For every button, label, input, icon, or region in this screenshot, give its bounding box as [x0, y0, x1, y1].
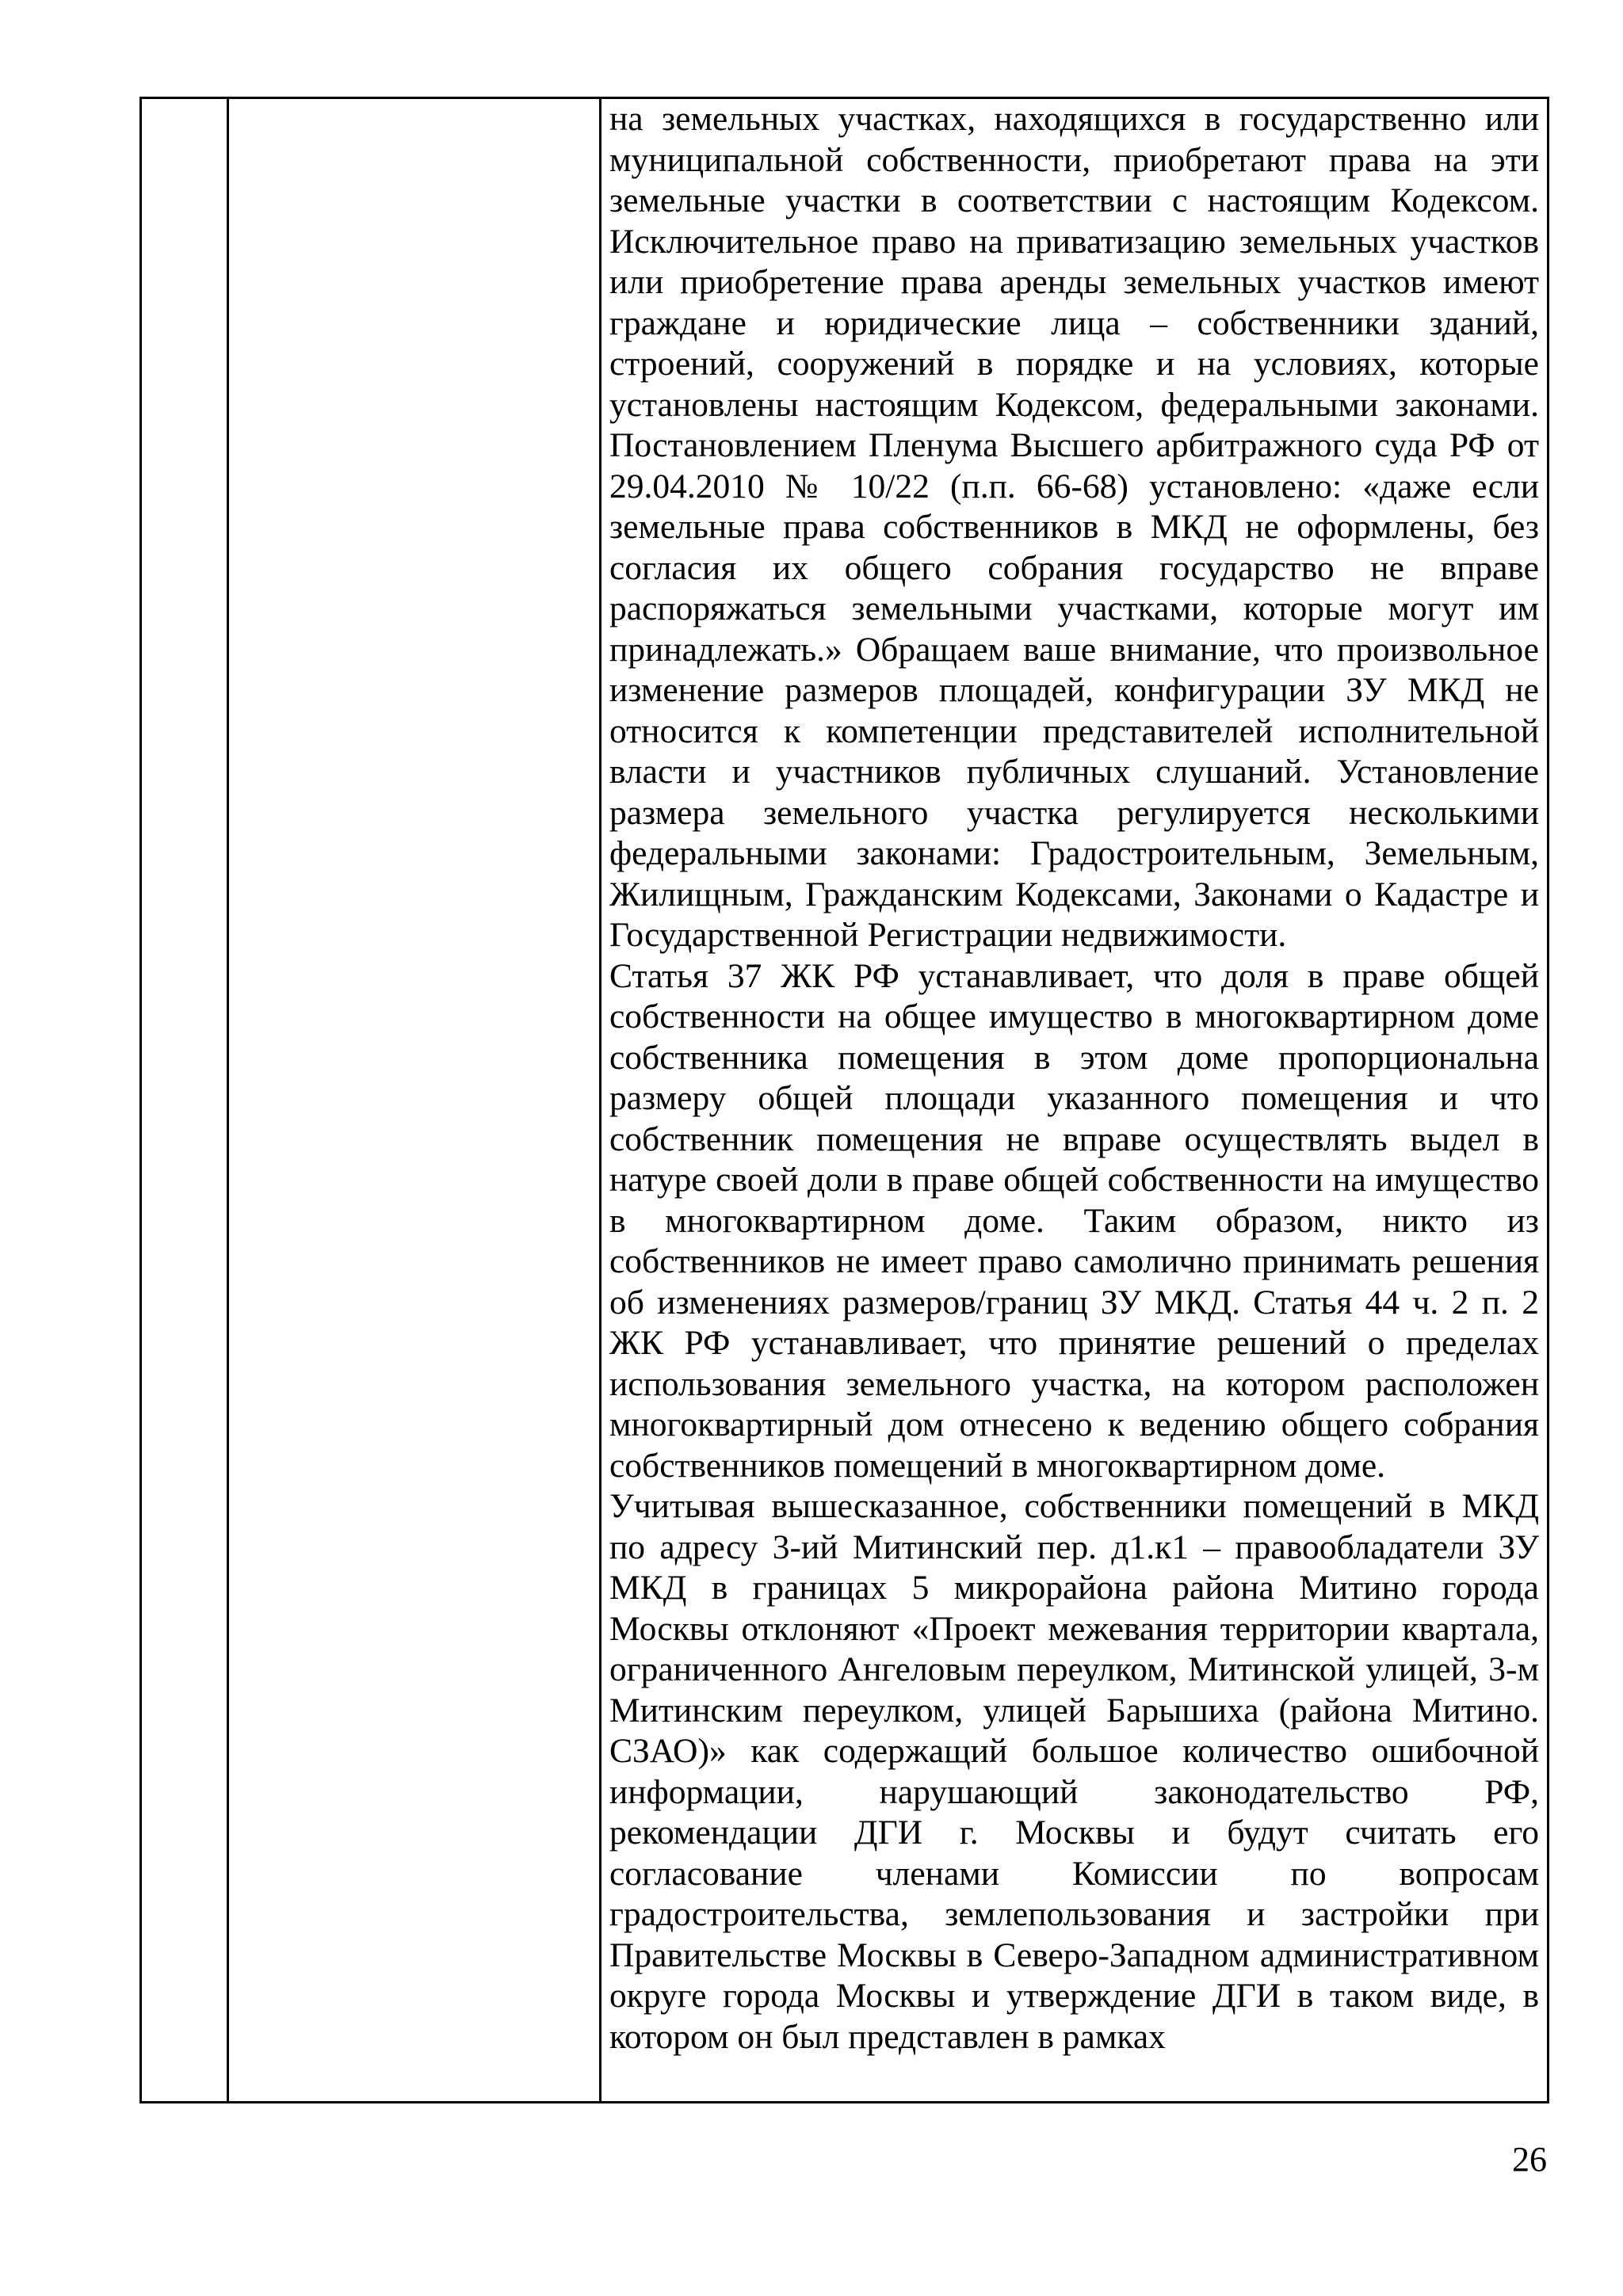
table-cell-content	[601, 98, 1549, 2103]
paragraph: Статья 37 ЖК РФ устанавливает, что доля в праве общей собственности на общее имущество в многоквартирном доме собственника помещения в этом доме пропорциональна размеру общей площади указанного помещения и что собственник помещения не вправе осуществлять выдел в натуре своей доли в праве общей собственности на имущество в многоквартирном доме. Таким образом, никто из собственников не имеет право самолично принимать решения об изменениях размеров/границ ЗУ МКД. Статья 44 ч. 2 п. 2 ЖК РФ устанавливает, что принятие решений о пределах использования земельного участка, на котором расположен многоквартирный дом отнесено к ведению общего собрания собственников помещений в многоквартирном доме.	[609, 956, 1539, 1485]
table-cell-number	[141, 98, 228, 2103]
cell-text-block	[601, 99, 1547, 2058]
page-number: 26	[1512, 2140, 1547, 2179]
paragraph: Учитывая вышесказанное, собственники помещений в МКД по адресу 3-ий Митинский пер. д1.к1 – правообладатели ЗУ МКД в границах 5 микрорайона района Митино города Москвы отклоняют «Проект межевания территории квартала, ограниченного Ангеловым переулком, Митинской улицей, 3-м Митинским переулком, улицей Барышиха (района Митино. СЗАО)» как содержащий большое количество ошибочной информации, нарушающий законодательство РФ, рекомендации ДГИ г. Москвы и будут считать его согласование членами Комиссии по вопросам градостроительства, землепользования и застройки при Правительстве Москвы в Северо-Западном административном округе города Москвы и утверждение ДГИ в таком виде, в котором он был представлен в рамках	[609, 1487, 1539, 2056]
document-table	[139, 97, 1549, 2103]
table-cell-subject	[228, 98, 601, 2103]
paragraph: на земельных участках, находящихся в государственно или муниципальной собственности, приобретают права на эти земельные участки в соответствии с настоящим Кодексом. Исключительное право на приватизацию земельных участков или приобретение права аренды земельных участков имеют граждане и юридические лица – собственники зданий, строений, сооружений в порядке и на условиях, которые установлены настоящим Кодексом, федеральными законами. Постановлением Пленума Высшего арбитражного суда РФ от 29.04.2010 № 10/22 (п.п. 66-68) установлено: «даже если земельные права собственников в МКД не оформлены, без согласия их общего собрания государство не вправе распоряжаться земельными участками, которые могут им принадлежать.» Обращаем ваше внимание, что произвольное изменение размеров площадей, конфигурации ЗУ МКД не относится к компетенции представителей исполнительной власти и участников публичных слушаний. Установление размера земельного участка регулируется несколькими федеральными законами: Градостроительным, Земельным, Жилищным, Гражданским Кодексами, Законами о Кадастре и Государственной Регистрации недвижимости.	[609, 100, 1539, 954]
table-row	[141, 98, 1549, 2103]
